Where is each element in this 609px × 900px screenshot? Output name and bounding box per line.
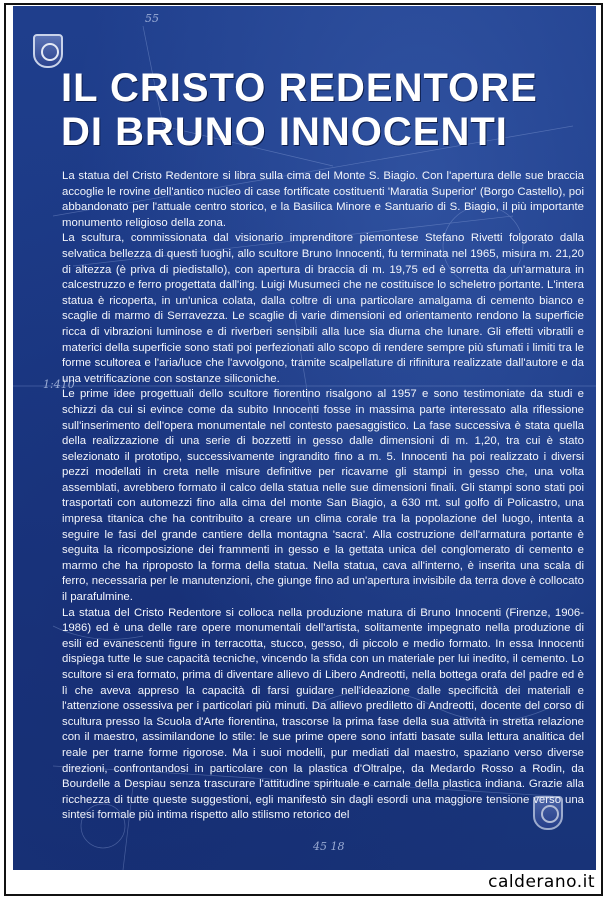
paragraph-sculpture: La scultura, commissionata dal visionario imprenditore piemontese Stefano Rivetti folgorato dalla selvatica bellezza di questi luoghi, allo scultore Bruno Innocenti, fu terminata nel 1965, misura m. 21,20 di altezza (è priva di piedistallo), con apertura di braccia di m. 19,75 ed è sorretta da un'armatura in calcestruzzo e ferro progettata dall'ing. Luigi Musumeci che ne costituisce lo scheletro portante. L'intera statua è ricoperta, in un'unica colata, dalla coltre di una particolare amalgama di cemento bianco e scaglie di marmo di Serravezza. Le scaglie di varie dimensioni ed orientamento rendono la superficie ricca di vibrazioni luminose e di riverberi sensibili alla luce sia diurna che lunare. Gli effetti vibratili e materici della superficie sono stati poi perfezionati allo scopo di rendere sempre più sfumati i limiti tra le forme scultorea e l'aria/luce che l'avvolgono, tramite scalpellature di rifinitura realizzate dall'autore e da una vetrificazione con sostanze siliconiche. [62,232,584,385]
municipal-crest-icon [33,34,63,68]
paragraph-project: Le prime idee progettuali dello scultore fiorentino risalgono al 1957 e sono testimoniate da studi e schizzi da cui si evince come da subito Innocenti fosse in massima parte interessato alla riflessione sull'inserimento dell'opera monumentale nel contesto paesaggistico. La fase successiva è stata quella della realizzazione di una serie di bozzetti in gesso dalle dimensioni di m. 1,20, tra cui è stato selezionato il prototipo, successivamente ingrandito fino a m. 5. Innocenti ha poi realizzato i diversi pezzi modellati in creta nelle misure definitive per ricavarne gli stampi in gesso che, una volta assemblati, avrebbero formato il calco della statua nelle sue dimensioni finali. Gli stampi sono stati poi trasportati con automezzi fino alla cima del monte San Biagio, a 630 mt. sul golfo di Policastro, una impresa titanica che ha contribuito a creare un clima corale tra la popolazione del luogo, intenta a seguire le fasi del grande cantiere della montagna 'sacra'. Alla costruzione dell'armatura portante è seguita la ricomposizione dei frammenti in gesso e la gettata unica del conglomerato di cemento e marmo che ha riproposto la forma della statua. Nella statua, cava all'interno, è inserita una scala di ferro, necessaria per le manutenzioni, che giunge fino ad un'apertura invisibile da terra dove è collocato il parafulmine. [62,388,584,604]
handwritten-annotation: 55 [145,12,159,25]
title-line-2: DI BRUNO INNOCENTI [61,110,508,154]
title-line-1: IL CRISTO REDENTORE [61,66,538,110]
paragraph-artist: La statua del Cristo Redentore si colloca nella produzione matura di Bruno Innocenti (Firenze, 1906-1986) ed è una delle rare opere monumentali dell'artista, solitamente impegnato nella produzione di esili ed evanescenti figure in terracotta, stucco, gesso, di piccolo e medio formato. In essa Innocenti dispiega tutte le sue capacità tecniche, vincendo la sfida con un materiale per lui inedito, il cemento. Lo scultore si era formato, prima di diventare allievo di Libero Andreotti, nella bottega orafa del padre ed è lì che aveva appreso la capacità di farsi guidare nell'ideazione dalle specificità dei materiali e l'attenzione ossessiva per i particolari più minuti. Da allievo prediletto di Andreotti, docente del corso di scultura presso la Scuola d'Arte fiorentina, trascorse la prima fase della sua attività in stretta relazione con il maestro, assimilandone lo stile: le sue prime opere sono infatti basate sulla lettura analitica del reale per trarne forme rigorose. Ma i suoi modelli, pur mediati dal maestro, spaziano verso diverse direzioni, confrontandosi in particolare con la plastica d'Oltralpe, da Medardo Rosso a Rodin, da Bourdelle a Despiau senza trascurare l'attitudine spirituale e carnale della plastica indiana. Grazie alla ricchezza di tutte queste suggestioni, egli manifestò sin dagli esordi una maggiore tensione verso una sintesi formale più intima rispetto allo stilismo retorico del [62,606,584,822]
body-text [62,169,584,824]
watermark: calderano.it [488,872,595,892]
paragraph-intro: La statua del Cristo Redentore si libra sulla cima del Monte S. Biagio. Con l'apertura delle sue braccia accoglie le rovine dell'antico nucleo di case fortificate costituenti 'Maratia Superior' (Borgo Castello), poi abbandonato per l'attuale centro storico, e la Basilica Minore e Santuario di S. Biagio, il più importante monumento religioso della zona. [62,170,584,229]
handwritten-annotation: 1:410 [43,378,75,391]
poster [13,6,596,870]
page-title [61,66,581,154]
handwritten-annotation: 45 18 [313,840,345,853]
